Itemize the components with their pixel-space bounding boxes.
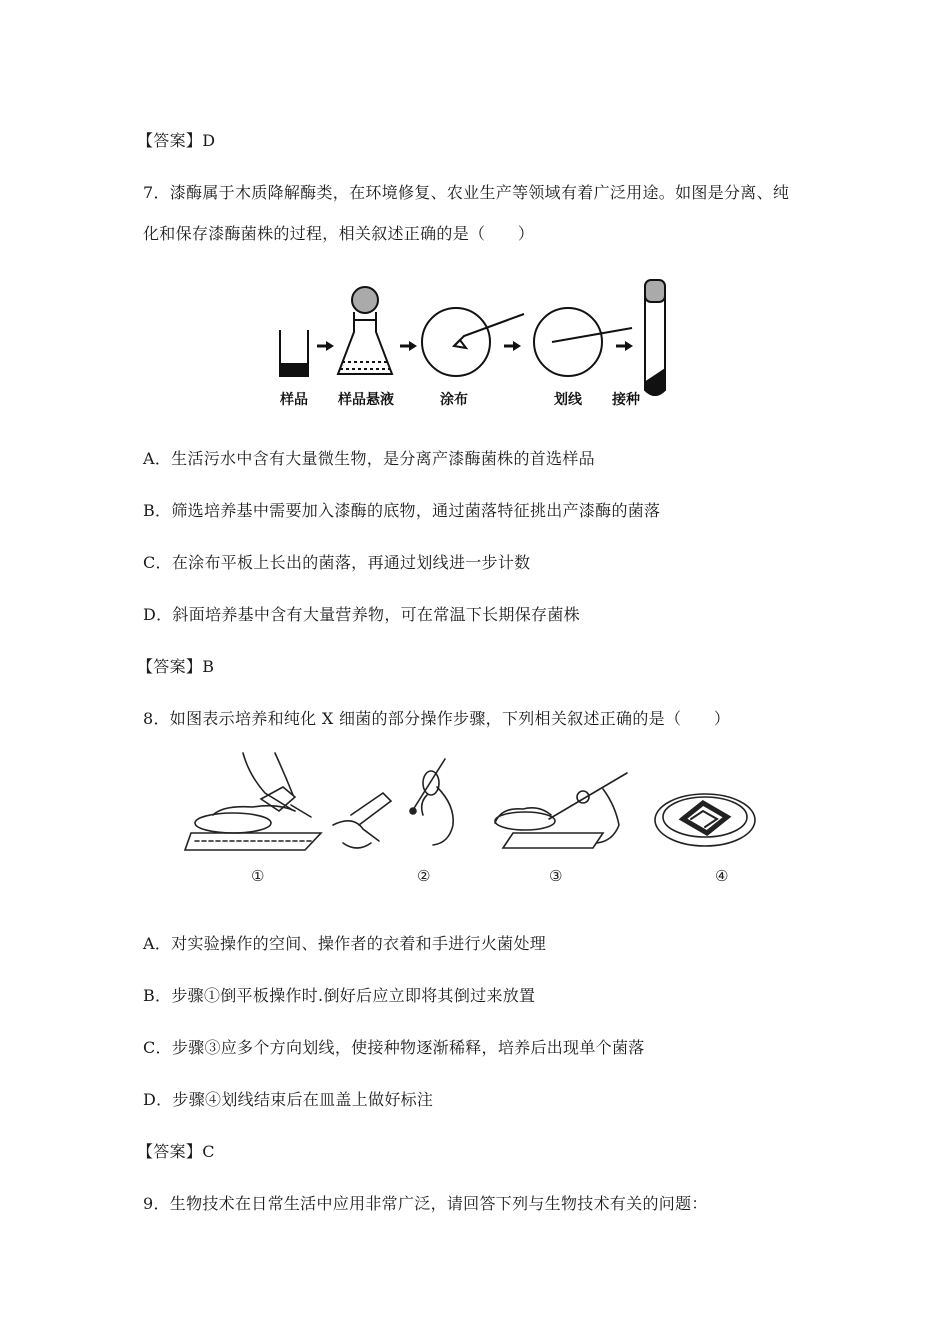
answer-7: 【答案】B <box>137 657 215 676</box>
q8-figure <box>183 745 773 890</box>
q7-option-c: C．在涂布平板上长出的菌落，再通过划线进一步计数 <box>143 553 531 572</box>
flask-icon <box>338 287 392 374</box>
q8-option-b: B．步骤①倒平板操作时.倒好后应立即将其倒过来放置 <box>143 986 536 1005</box>
q7-option-a: A．生活污水中含有大量微生物，是分离产漆酶菌株的首选样品 <box>143 449 595 468</box>
beaker-icon <box>280 330 308 376</box>
figure-label-suspension: 样品悬液 <box>338 392 394 408</box>
figure-label-spread: 涂布 <box>440 392 468 408</box>
spread-plate-icon <box>422 308 524 376</box>
q8-option-a: A．对实验操作的空间、操作者的衣着和手进行火菌处理 <box>143 934 547 953</box>
answer-6: 【答案】D <box>137 131 216 150</box>
figure-label-inoculate: 接种 <box>612 392 640 408</box>
flame-loop-icon <box>410 759 453 845</box>
question-7-stem-line2: 化和保存漆酶菌株的过程，相关叙述正确的是（ ） <box>143 224 535 243</box>
petri-dish-icon <box>655 794 755 846</box>
streak-step-icon <box>495 773 627 848</box>
step-label-2: ② <box>417 867 431 885</box>
q7-option-d: D．斜面培养基中含有大量营养物，可在常温下长期保存菌株 <box>143 605 580 624</box>
q8-option-d: D．步骤④划线结束后在皿盖上做好标注 <box>143 1090 434 1109</box>
figure-label-sample: 样品 <box>280 392 308 408</box>
question-7-stem-line1: 7．漆酶属于木质降解酶类，在环境修复、农业生产等领域有着广泛用途。如图是分离、纯 <box>143 183 790 202</box>
figure-label-streak: 划线 <box>554 392 582 408</box>
step-label-4: ④ <box>715 867 729 885</box>
step-label-3: ③ <box>549 867 563 885</box>
q7-figure <box>270 272 680 412</box>
tube-hand-icon <box>333 793 391 848</box>
pour-plate-icon <box>185 753 321 850</box>
step-label-1: ① <box>251 867 265 885</box>
streak-plate-icon <box>534 308 632 376</box>
answer-8: 【答案】C <box>137 1142 215 1161</box>
test-tube-icon <box>645 280 665 395</box>
question-9-stem: 9．生物技术在日常生活中应用非常广泛，请回答下列与生物技术有关的问题： <box>143 1194 708 1213</box>
question-8-stem: 8．如图表示培养和纯化 X 细菌的部分操作步骤，下列相关叙述正确的是（ ） <box>143 709 731 728</box>
q8-option-c: C．步骤③应多个方向划线，使接种物逐渐稀释，培养后出现单个菌落 <box>143 1038 645 1057</box>
q7-option-b: B．筛选培养基中需要加入漆酶的底物，通过菌落特征挑出产漆酶的菌落 <box>143 501 661 520</box>
